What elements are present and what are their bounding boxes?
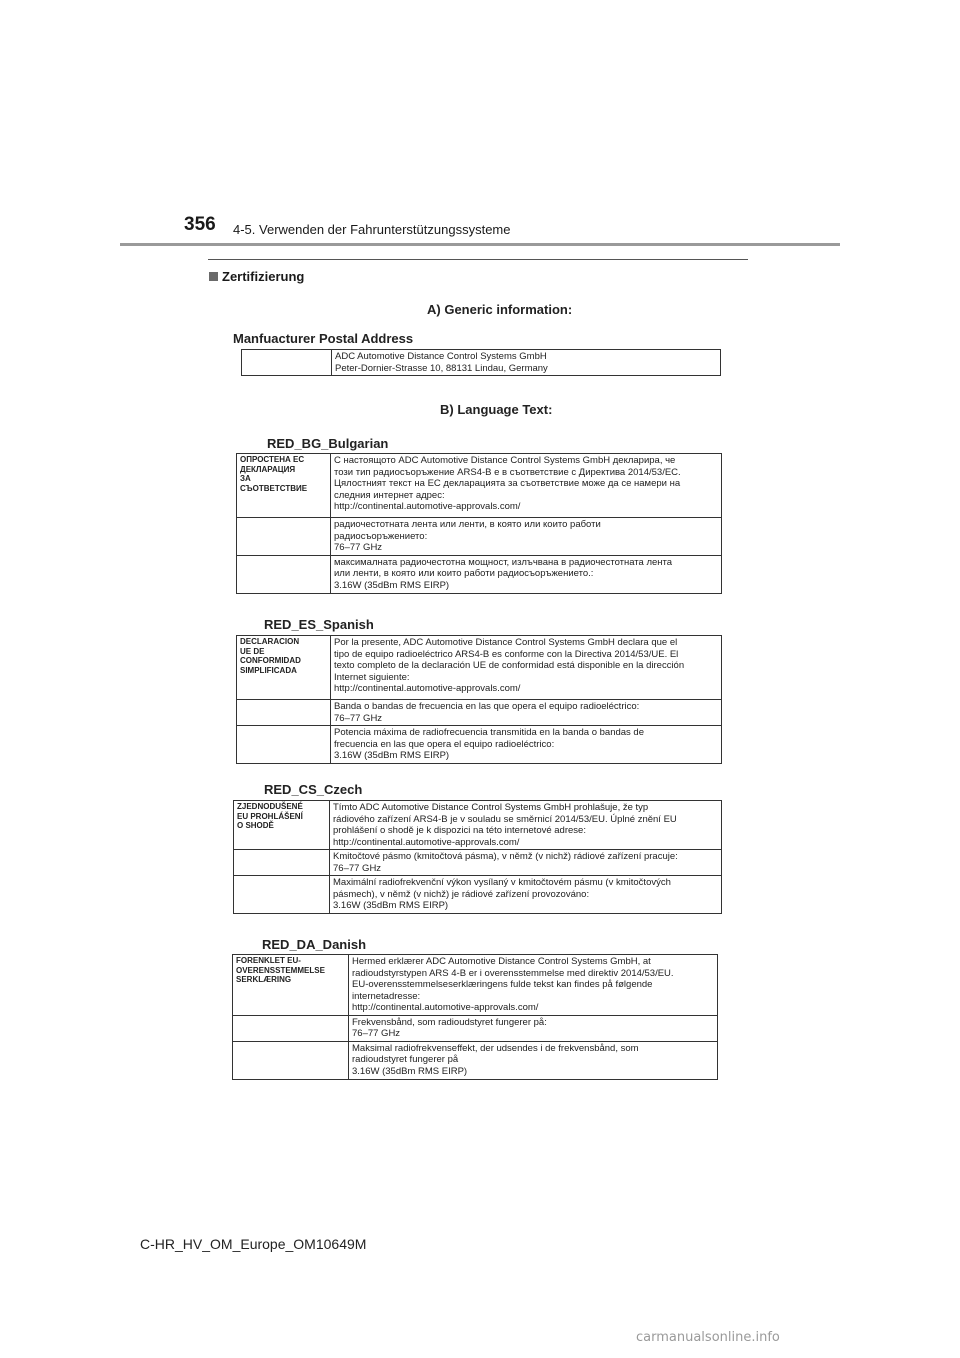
empty-cell bbox=[237, 555, 331, 593]
text-line: internetadresse: bbox=[352, 990, 421, 1002]
text-line: Frekvensbånd, som radioudstyret fungerer på: bbox=[352, 1016, 547, 1028]
text-line: Maximální radiofrekvenční výkon vysílaný v kmitočtovém pásmu (v kmitočtových bbox=[333, 877, 671, 888]
text-line: http://continental.automotive-approvals.com/ bbox=[334, 501, 521, 512]
text-line: 76–77 GHz bbox=[352, 1028, 401, 1039]
address-cell bbox=[332, 350, 721, 376]
text-line: radioudstyrstypen ARS 4-B er i overensstemmelse med direktiv 2014/53/EU. bbox=[352, 967, 674, 979]
text-line: 76–77 GHz bbox=[333, 862, 382, 874]
text-line: Potencia máxima de radiofrecuencia transmitida en la banda o bandas de bbox=[334, 727, 644, 738]
text-line: 76–77 GHz bbox=[334, 542, 383, 553]
frequency-band-cell bbox=[349, 1015, 718, 1041]
text-line: radioudstyret fungerer på bbox=[352, 1054, 459, 1065]
block-label-spanish: RED_ES_Spanish bbox=[264, 617, 374, 632]
declaration-type-line: ДЕКЛАРАЦИЯ bbox=[240, 464, 296, 474]
empty-cell bbox=[237, 518, 331, 556]
text-line: Hermed erklærer ADC Automotive Distance Control Systems GmbH, at bbox=[352, 956, 651, 967]
text-line: 3.16W (35dBm RMS EIRP) bbox=[333, 900, 449, 911]
footer-document-id: C-HR_HV_OM_Europe_OM10649M bbox=[140, 1236, 367, 1252]
language-text-title: B) Language Text: bbox=[440, 402, 553, 417]
max-power-cell bbox=[349, 1041, 718, 1079]
text-line: Internet siguiente: bbox=[334, 671, 410, 683]
text-line: prohlášení o shodě je k dispozici na této internetové adrese: bbox=[333, 825, 586, 836]
text-line: EU-overensstemmelseserklæringens fulde tekst kan findes på følgende bbox=[352, 979, 653, 990]
declaration-type-line: FORENKLET EU- bbox=[236, 956, 301, 965]
text-line: Tímto ADC Automotive Distance Control Systems GmbH prohlašuje, že typ bbox=[333, 802, 649, 813]
frequency-band-cell bbox=[330, 850, 722, 876]
declaration-type-line: СЪОТВЕТСТВИЕ bbox=[240, 483, 308, 493]
text-line: texto completo de la declaración UE de conformidad está disponible en la dirección bbox=[334, 660, 685, 671]
certification-heading bbox=[209, 269, 304, 284]
declaration-type-cell bbox=[233, 955, 349, 1016]
text-line: http://continental.automotive-approvals.com/ bbox=[333, 836, 520, 848]
declaration-text-cell bbox=[330, 801, 722, 850]
declaration-text-cell bbox=[331, 636, 722, 700]
text-line: Maksimal radiofrekvenseffekt, der udsendes i de frekvensbånd, som bbox=[352, 1042, 639, 1054]
max-power-cell bbox=[331, 555, 722, 593]
declaration-table-czech bbox=[233, 800, 722, 914]
text-line: Цялостният текст на ЕС декларацията за съответствие може да се намери на bbox=[334, 478, 681, 489]
block-label-czech: RED_CS_Czech bbox=[264, 782, 363, 797]
block-label-bulgarian: RED_BG_Bulgarian bbox=[267, 436, 389, 451]
address-line: Peter-Dornier-Strasse 10, 88131 Lindau, Germany bbox=[335, 362, 548, 374]
declaration-type-line: DECLARACION bbox=[240, 637, 300, 646]
declaration-type-line: ЗА bbox=[240, 474, 251, 483]
declaration-type-line: CONFORMIDAD bbox=[240, 656, 301, 665]
text-line: радиочестотната лента или ленти, в която или които работи bbox=[334, 519, 601, 530]
declaration-table-bulgarian bbox=[236, 453, 722, 594]
text-line: 3.16W (35dBm RMS EIRP) bbox=[352, 1065, 468, 1077]
declaration-type-line: OVERENSSTEMMELSE bbox=[236, 965, 325, 975]
text-line: 3.16W (35dBm RMS EIRP) bbox=[334, 579, 450, 591]
section-title: 4-5. Verwenden der Fahrunterstützungssysteme bbox=[233, 222, 511, 237]
square-bullet-icon bbox=[209, 272, 218, 281]
text-line: Kmitočtové pásmo (kmitočtová pásma), v němž (v nichž) rádiové zařízení pracuje: bbox=[333, 851, 678, 862]
declaration-type-line: SERKLÆRING bbox=[236, 975, 292, 984]
declaration-text-cell bbox=[349, 955, 718, 1016]
empty-cell bbox=[233, 1015, 349, 1041]
declaration-type-cell bbox=[237, 454, 331, 518]
empty-cell bbox=[234, 850, 330, 876]
text-line: максималната радиочестотна мощност, излъчвана в радиочестотната лента bbox=[334, 556, 673, 568]
text-line: http://continental.automotive-approvals.com/ bbox=[352, 1002, 539, 1013]
text-line: Por la presente, ADC Automotive Distance Control Systems GmbH declara que el bbox=[334, 637, 678, 648]
text-line: 3.16W (35dBm RMS EIRP) bbox=[334, 750, 450, 761]
declaration-type-line: O SHODĚ bbox=[237, 821, 274, 830]
text-line: следния интернет адрес: bbox=[334, 489, 445, 501]
declaration-type-line: ZJEDNODUŠENÉ bbox=[237, 802, 303, 811]
text-line: tipo de equipo radioeléctrico ARS4-B es conforme con la Directiva 2014/53/UE. El bbox=[334, 648, 679, 660]
max-power-cell bbox=[330, 876, 722, 914]
empty-cell bbox=[237, 726, 331, 764]
declaration-type-line: SIMPLIFICADA bbox=[240, 665, 297, 675]
frequency-band-cell bbox=[331, 518, 722, 556]
declaration-type-line: EU PROHLÁŠENÍ bbox=[237, 811, 303, 821]
text-line: Banda o bandas de frecuencia en las que opera el equipo radioeléctrico: bbox=[334, 701, 640, 712]
generic-information-title: A) Generic information: bbox=[427, 302, 573, 317]
watermark: carmanualsonline.info bbox=[636, 1330, 780, 1345]
text-line: frecuencia en las que opera el equipo radioeléctrico: bbox=[334, 738, 555, 750]
empty-cell bbox=[234, 876, 330, 914]
text-line: или ленти, в която или които работи радиосъоръжението.: bbox=[334, 568, 594, 579]
declaration-text-cell bbox=[331, 454, 722, 518]
declaration-type-line: UE DE bbox=[240, 646, 265, 656]
address-line: ADC Automotive Distance Control Systems GmbH bbox=[335, 351, 547, 362]
header-divider bbox=[120, 243, 840, 246]
text-line: 76–77 GHz bbox=[334, 712, 383, 724]
manufacturer-address-table bbox=[241, 349, 721, 376]
text-line: С настоящото ADC Automotive Distance Control Systems GmbH декларира, че bbox=[334, 455, 676, 466]
frequency-band-cell bbox=[331, 700, 722, 726]
address-empty-cell bbox=[242, 350, 332, 376]
text-line: rádiového zařízení ARS4-B je v souladu se směrnicí 2014/53/EU. Úplné znění EU bbox=[333, 813, 677, 825]
page-number: 356 bbox=[184, 214, 216, 235]
text-line: pásmech), v němž (v nichž) je rádiové zařízení provozováno: bbox=[333, 888, 590, 900]
empty-cell bbox=[237, 700, 331, 726]
declaration-type-cell bbox=[234, 801, 330, 850]
max-power-cell bbox=[331, 726, 722, 764]
manufacturer-address-label: Manfuacturer Postal Address bbox=[233, 331, 414, 346]
text-line: радиосъоръжението: bbox=[334, 530, 428, 542]
block-label-danish: RED_DA_Danish bbox=[262, 937, 367, 952]
certification-heading-text: Zertifizierung bbox=[222, 269, 305, 284]
declaration-type-cell bbox=[237, 636, 331, 700]
declaration-type-line: ОПРОСТЕНА ЕС bbox=[240, 455, 305, 464]
declaration-table-danish bbox=[232, 954, 718, 1080]
empty-cell bbox=[233, 1041, 349, 1079]
text-line: http://continental.automotive-approvals.com/ bbox=[334, 683, 521, 694]
declaration-table-spanish bbox=[236, 635, 722, 764]
subheader-divider bbox=[208, 259, 748, 260]
text-line: този тип радиосъоръжение ARS4-B е в съответствие с Директива 2014/53/ЕС. bbox=[334, 466, 681, 478]
